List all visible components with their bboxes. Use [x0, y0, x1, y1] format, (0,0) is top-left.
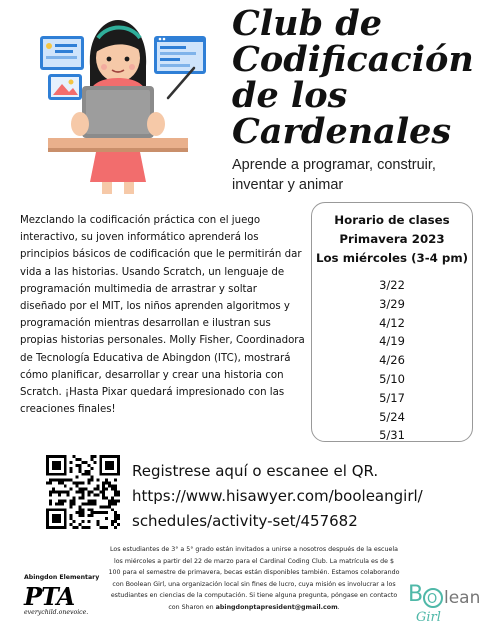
schedule-date: 4/19	[379, 334, 405, 349]
contact-email[interactable]: abingdonptapresident@gmail.com	[215, 603, 338, 611]
right-screen-icon	[154, 36, 206, 74]
left-screen-icon	[40, 36, 84, 70]
footer-paragraph	[108, 544, 400, 613]
logo-letter-b: B	[408, 582, 424, 607]
schedule-date: 3/22	[379, 278, 405, 292]
schedule-season: Primavera 2023	[339, 232, 445, 246]
schedule-date: 5/17	[379, 390, 405, 405]
boolean-girl-logo-icon	[406, 575, 486, 631]
schedule-date: 4/12	[379, 315, 405, 330]
footer-text: Los estudiantes de 3° a 5° grado están invitados a unirse a nosotros después de la escuela los miércoles a partir del 22 de marzo para el Cardinal Coding Club. La matrícula es de $ 100 para el semestre de primavera, becas están disponibles también. Estamos colaborando con Boolean Girl, una organización local sin fines de lucro, cuya misión es involucrar a los estudiantes en ciencias de la computación. Si tiene alguna pregunta, póngase en contacto con Sharon en	[108, 546, 400, 611]
title-line: Cardenales	[232, 111, 452, 152]
registration-prompt: Registrese aquí o escanee el QR.	[132, 462, 379, 480]
registration-url-continued[interactable]: schedules/activity-set/457682	[132, 512, 358, 530]
title-line: Club de	[232, 3, 382, 44]
pta-logo	[24, 574, 104, 630]
registration-qr-code[interactable]	[46, 455, 120, 529]
schedule-day-time: Los miércoles (3-4 pm)	[315, 251, 469, 265]
registration-url[interactable]: https://www.hisawyer.com/booleangirl/	[132, 487, 423, 505]
logo-word-lean: lean	[444, 588, 481, 608]
schedule-date: 3/29	[379, 296, 405, 311]
class-schedule-box	[311, 202, 473, 442]
schedule-dates-list	[312, 276, 472, 445]
school-name: Abingdon Elementary	[24, 574, 100, 581]
schedule-date: 4/26	[379, 353, 405, 368]
title-line: Codificación	[232, 39, 474, 80]
page-title	[232, 3, 488, 152]
logo-letter-o: O	[427, 592, 438, 607]
image-card-icon	[48, 74, 82, 100]
pta-tagline: everychild.onevoice.	[24, 609, 89, 616]
coding-girl-illustration	[18, 6, 218, 196]
schedule-date: 5/31	[379, 428, 405, 443]
intro-paragraph: Mezclando la codificación práctica con el juego interactivo, su joven informático aprenderá los principios básicos de codificación que le permitirán dar vida a las historias. Usando Scratch, un lenguaje de programación multimedia de arrastrar y soltar diseñado por el MIT, los niños aprenden algoritmos y programación mientras desarrollan e ilustran sus propias historias personales. Molly Fisher, Coordinadora de Tecnología Educativa de Abingdon (ITC), mostrará cómo planificar, desarrollar y crear una historia con Scratch. ¡Hasta Pixar quedará impresionado con las creaciones finales!	[20, 215, 305, 416]
pta-wordmark: PTA	[24, 582, 75, 611]
schedule-heading: Horario de clases	[334, 213, 450, 227]
registration-info	[132, 459, 487, 534]
title-line: de los	[232, 75, 348, 116]
footer-end: .	[337, 603, 340, 611]
logo-word-girl: Girl	[416, 610, 441, 625]
boolean-girl-logo	[406, 575, 486, 631]
schedule-date: 5/10	[379, 371, 405, 386]
subtitle: Aprende a programar, construir, inventar y animar	[232, 157, 436, 193]
schedule-date: 5/24	[379, 409, 405, 424]
